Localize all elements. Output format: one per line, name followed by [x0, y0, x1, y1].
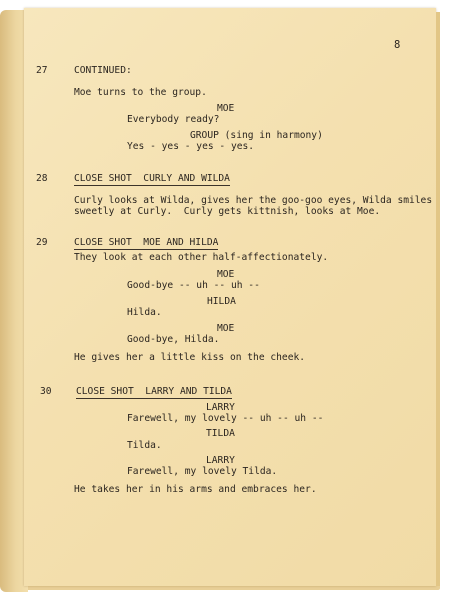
- scene-number: 29: [36, 237, 48, 248]
- character-cue: GROUP (sing in harmony): [190, 130, 323, 141]
- dialogue-line: Farewell, my lovely Tilda.: [127, 466, 278, 477]
- scene-number: 30: [40, 386, 52, 397]
- action-line: Curly looks at Wilda, gives her the goo-goo eyes, Wilda smiles: [74, 195, 433, 206]
- character-cue: MOE: [217, 323, 235, 334]
- dialogue-line: Yes - yes - yes - yes.: [127, 141, 255, 152]
- scene-number: 27: [36, 65, 48, 76]
- scene-heading: CLOSE SHOT LARRY AND TILDA: [76, 386, 232, 397]
- dialogue-line: Everybody ready?: [127, 114, 220, 125]
- scene-heading: CLOSE SHOT MOE AND HILDA: [74, 237, 219, 248]
- dialogue-line: Farewell, my lovely -- uh -- uh --: [127, 413, 324, 424]
- character-cue: LARRY: [206, 455, 235, 466]
- character-cue: MOE: [217, 269, 235, 280]
- scene-heading: CONTINUED:: [74, 65, 132, 76]
- character-cue: HILDA: [207, 296, 236, 307]
- action-line: Moe turns to the group.: [74, 87, 207, 98]
- character-cue: MOE: [217, 103, 235, 114]
- action-line: They look at each other half-affectionately.: [74, 252, 329, 263]
- action-line: sweetly at Curly. Curly gets kittnish, looks at Moe.: [74, 206, 381, 217]
- dialogue-line: Tilda.: [127, 440, 162, 451]
- character-cue: TILDA: [206, 428, 235, 439]
- dialogue-line: Good-bye -- uh -- uh --: [127, 280, 260, 291]
- action-line: He takes her in his arms and embraces her.: [74, 484, 317, 495]
- character-cue: LARRY: [206, 402, 235, 413]
- scene-heading: CLOSE SHOT CURLY AND WILDA: [74, 173, 230, 184]
- scene-number: 28: [36, 173, 48, 184]
- page-edge: [436, 12, 440, 586]
- page-number: 8: [394, 39, 401, 51]
- dialogue-line: Hilda.: [127, 307, 162, 318]
- dialogue-line: Good-bye, Hilda.: [127, 334, 220, 345]
- script-page: [24, 8, 436, 586]
- action-line: He gives her a little kiss on the cheek.: [74, 352, 306, 363]
